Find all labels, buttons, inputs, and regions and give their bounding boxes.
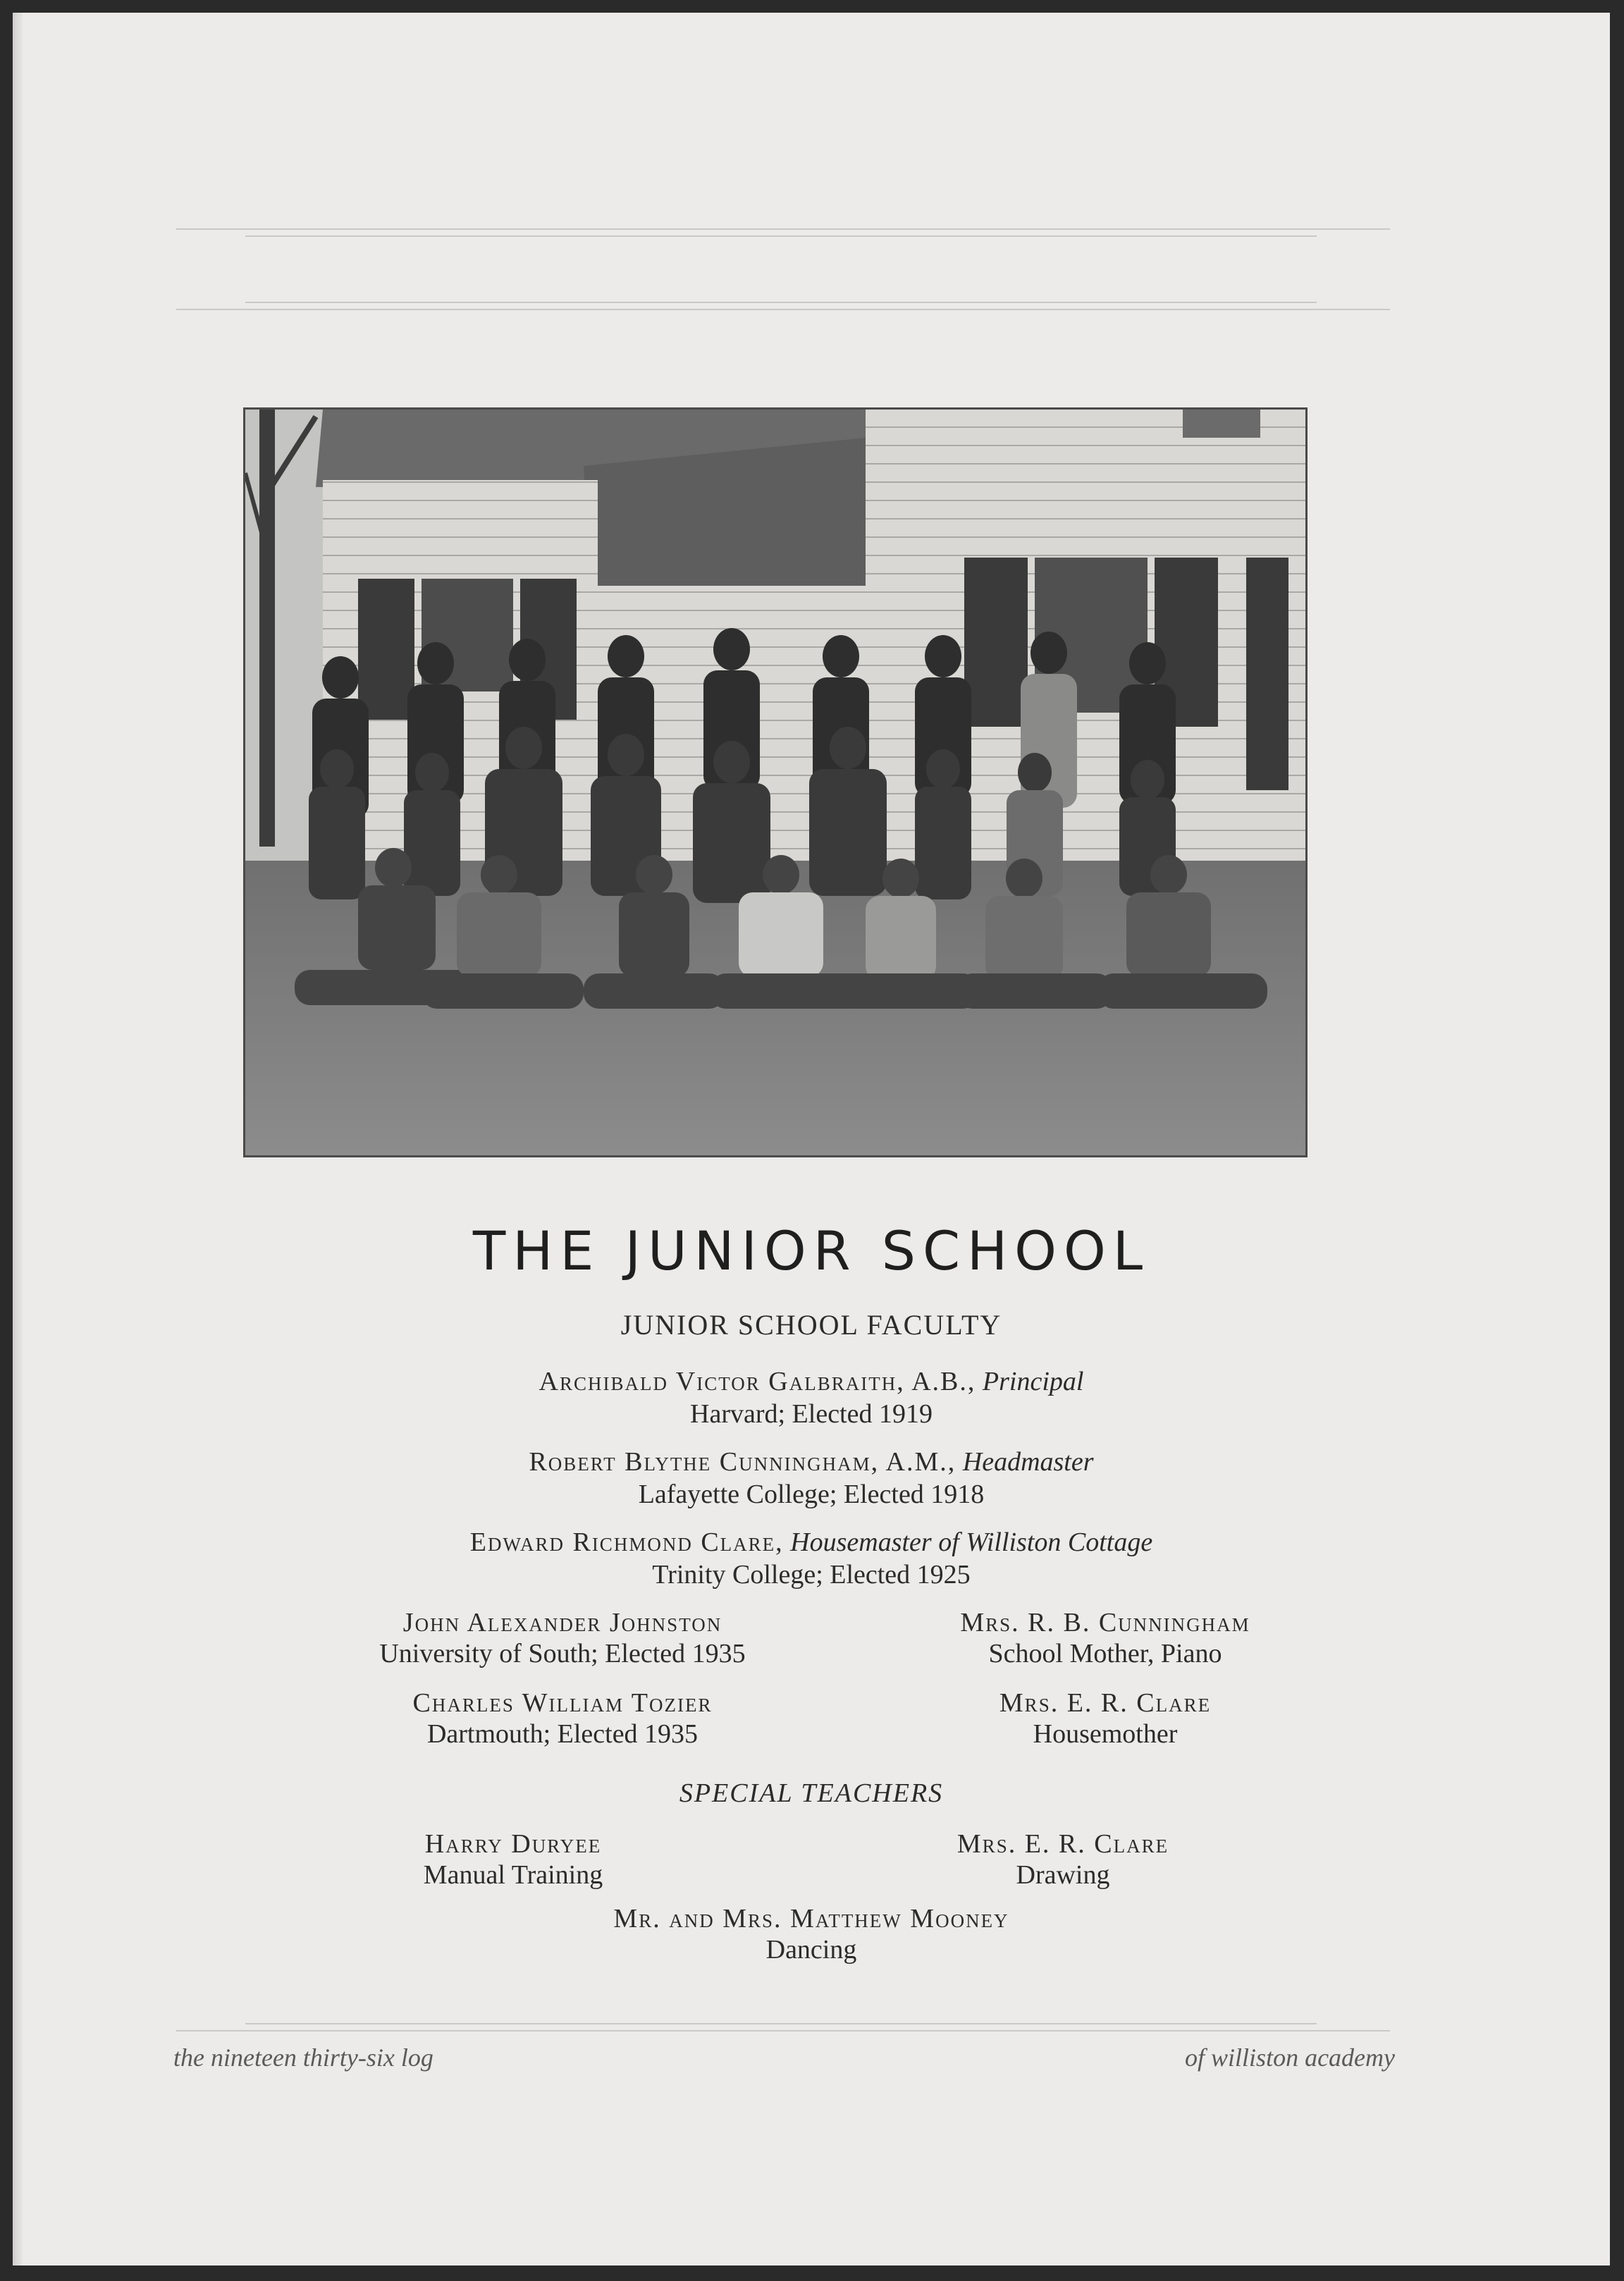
special-detail: Dancing [765,1935,857,1965]
faculty-name: Edward Richmond Clare, [469,1527,784,1557]
faculty-entry [13,1446,1610,1477]
special-detail: Drawing [1016,1860,1110,1890]
group-photo-illustration [245,410,1305,1155]
faculty-role: Principal [982,1367,1084,1396]
faculty-name: Mrs. E. R. Clare [999,1688,1212,1718]
faculty-entry [13,1527,1610,1558]
yearbook-page [13,13,1610,2265]
group-photograph [243,407,1308,1157]
faculty-heading: JUNIOR SCHOOL FACULTY [620,1309,1002,1341]
faculty-detail: Lafayette College; Elected 1918 [638,1480,985,1509]
footer-rule-outer [176,2030,1390,2031]
special-teachers-heading: SPECIAL TEACHERS [679,1778,944,1808]
special-name: Mrs. E. R. Clare [956,1829,1169,1859]
special-center-entry [13,1903,1610,1965]
mid-rule-outer [176,309,1390,310]
faculty-detail: University of South; Elected 1935 [379,1639,746,1668]
faculty-name: Archibald Victor Galbraith, A.B., [539,1367,976,1396]
special-name: Harry Duryee [424,1829,602,1859]
top-rule-inner [245,235,1317,237]
faculty-name: Robert Blythe Cunningham, A.M., [529,1447,956,1477]
footer-right: of williston academy [1185,2043,1395,2072]
faculty-detail: Housemother [1033,1719,1178,1749]
faculty-role: Housemaster of Williston Cottage [790,1527,1153,1557]
footer-left: the nineteen thirty-six log [173,2043,433,2072]
special-name: Mr. and Mrs. Matthew Mooney [613,1904,1009,1933]
faculty-left-entry [309,1607,816,1669]
special-left-entry [330,1828,696,1890]
faculty-detail: Trinity College; Elected 1925 [652,1560,971,1590]
faculty-right-entry [873,1687,1338,1750]
faculty-right-entry [873,1607,1338,1669]
faculty-detail: Harvard; Elected 1919 [690,1399,933,1429]
top-rule-outer [176,228,1390,230]
section-title: THE JUNIOR SCHOOL [472,1219,1150,1282]
faculty-left-entry [309,1687,816,1750]
faculty-name: Mrs. R. B. Cunningham [960,1608,1250,1637]
faculty-name: John Alexander Johnston [402,1608,722,1637]
special-right-entry [880,1828,1246,1890]
mid-rule-inner [245,302,1317,303]
faculty-detail: School Mother, Piano [988,1639,1222,1668]
footer-rule-inner [245,2023,1317,2024]
special-detail: Manual Training [423,1860,603,1890]
faculty-role: Headmaster [962,1447,1094,1477]
faculty-entry [13,1366,1610,1397]
faculty-detail: Dartmouth; Elected 1935 [426,1719,699,1749]
faculty-name: Charles William Tozier [412,1688,713,1718]
